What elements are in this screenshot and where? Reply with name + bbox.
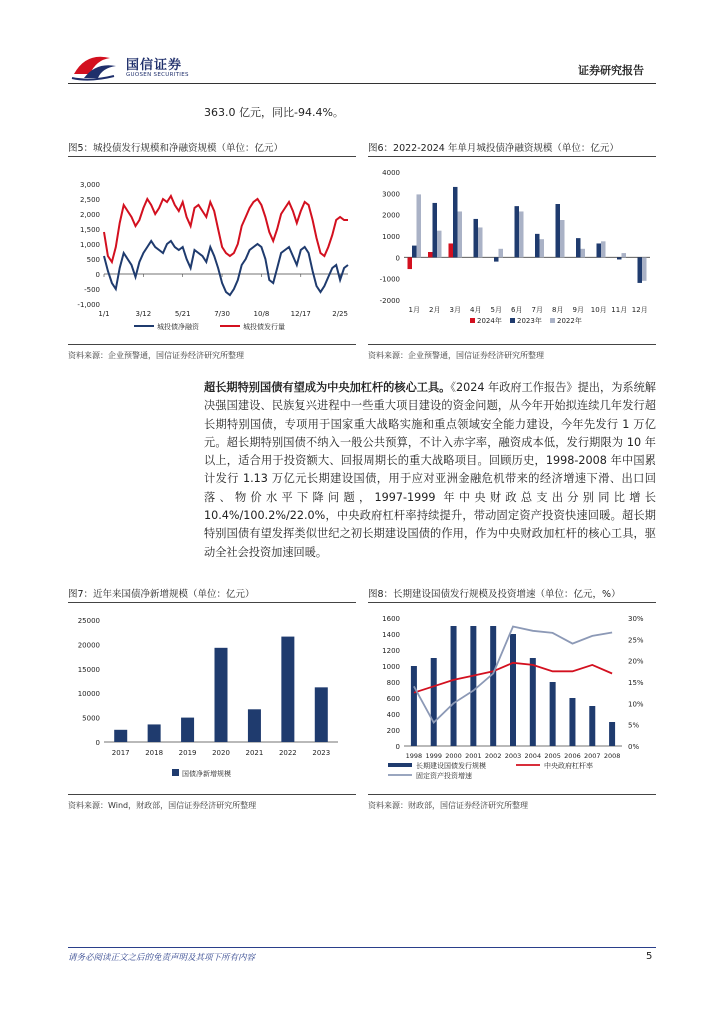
paragraph-body: 《2024 年政府工作报告》提出，为系统解决强国建设、民族复兴进程中一些重大项目建设的资金问题，从今年开始拟连续几年发行超长期特别国债，专项用于国家重大战略实施和重点领域安全能力建设，今年先发行 1 万亿元。超长期特别国债不纳入一般公共预算，不计入赤字率，融资成本低，发行期限为 10 年以上，适合用于投资额大、回报周期长的重大战略项目。回顾历史，1998-2008 年中国累计发行 1.13 万亿元长期建设国债，用于应对亚洲金融危机带来的经济增速下滑、出口回落、物价水平下降问题，1997-1999 年中央财政总支出分别同比增长 10.4%/100.2%/22.0%，中央政府杠杆率持续提升，带动固定资产投资快速回暖。超长期特别国债有望发挥类似世纪之初长期建设国债的作用，作为中央财政加杠杆的核心工具，驱动全社会投资加速回暖。 bbox=[204, 381, 656, 559]
y2-tick-label: 0% bbox=[628, 743, 640, 751]
figure5-chart bbox=[68, 176, 358, 336]
bar-2023年 bbox=[474, 219, 479, 257]
x-tick-label: 2000 bbox=[445, 752, 462, 760]
x-tick-label: 9月 bbox=[572, 306, 584, 314]
y-tick-label: 1600 bbox=[382, 615, 400, 623]
figure8-caption: 图8：长期建设国债发行规模及投资增速（单位：亿元，%） bbox=[368, 589, 621, 600]
y2-tick-label: 20% bbox=[628, 657, 644, 666]
figure5-caption: 图5：城投债发行规模和净融资规模（单位：亿元） bbox=[68, 143, 284, 154]
bar-2022年 bbox=[642, 257, 647, 280]
figure7-source: 资料来源：Wind，财政部，国信证券经济研究所整理 bbox=[68, 801, 257, 810]
legend-label: 中央政府杠杆率 bbox=[544, 762, 593, 770]
bar bbox=[451, 626, 457, 746]
bar-2022年 bbox=[519, 211, 524, 257]
x-tick-label: 2008 bbox=[603, 752, 621, 760]
bar-2023年 bbox=[515, 206, 520, 257]
y-tick-label: 0 bbox=[395, 743, 400, 751]
x-tick-label: 2021 bbox=[245, 749, 264, 757]
x-tick-label: 2017 bbox=[111, 749, 130, 757]
y-tick-label: 500 bbox=[86, 256, 100, 264]
bar bbox=[530, 658, 536, 746]
legend-label: 国债净新增规模 bbox=[182, 770, 231, 778]
bar bbox=[569, 698, 575, 746]
y-tick-label: 20000 bbox=[77, 641, 100, 650]
bar-2023年 bbox=[412, 246, 417, 258]
x-tick-label: 8月 bbox=[552, 306, 564, 314]
bar-2023年 bbox=[617, 257, 622, 259]
figure6-top-rule bbox=[368, 156, 656, 157]
x-tick-label: 2006 bbox=[564, 752, 581, 760]
header-rule bbox=[68, 83, 656, 84]
figure7-bottom-rule bbox=[68, 794, 356, 795]
x-tick-label: 4月 bbox=[470, 306, 482, 314]
y2-tick-label: 25% bbox=[628, 636, 644, 645]
y2-tick-label: 10% bbox=[628, 700, 644, 709]
bar bbox=[510, 634, 516, 746]
y-tick-label: -1000 bbox=[379, 275, 400, 284]
bar-2022年 bbox=[601, 241, 606, 257]
bar-2022年 bbox=[581, 249, 586, 258]
x-tick-label: 3月 bbox=[449, 306, 461, 314]
series-line-城投债净融资 bbox=[104, 241, 348, 295]
footer-rule bbox=[68, 947, 656, 948]
bar-2023年 bbox=[494, 257, 499, 261]
x-tick-label: 5/21 bbox=[174, 310, 191, 318]
bar bbox=[281, 637, 294, 742]
y-tick-label: 3000 bbox=[382, 190, 400, 199]
figure7-chart bbox=[68, 608, 358, 788]
bar-2024年 bbox=[449, 243, 454, 257]
y-tick-label: 1,500 bbox=[79, 226, 100, 234]
bar-2022年 bbox=[540, 239, 545, 257]
x-tick-label: 2023 bbox=[312, 749, 331, 757]
x-tick-label: 2018 bbox=[145, 749, 164, 757]
figure5-top-rule bbox=[68, 156, 356, 157]
y-tick-label: 400 bbox=[386, 711, 400, 719]
legend-label: 城投债净融资 bbox=[157, 323, 199, 331]
y-tick-label: 800 bbox=[386, 679, 400, 687]
figure6-bottom-rule bbox=[368, 344, 656, 345]
y-tick-label: 1,000 bbox=[79, 241, 100, 249]
bar bbox=[589, 706, 595, 746]
y-tick-label: 1400 bbox=[382, 631, 400, 639]
bar-2023年 bbox=[433, 203, 438, 257]
y-tick-label: 3,000 bbox=[79, 181, 100, 189]
bar-2022年 bbox=[560, 220, 565, 257]
y-tick-label: 200 bbox=[386, 727, 400, 735]
legend-label: 城投债发行量 bbox=[243, 323, 285, 331]
bar-2022年 bbox=[437, 231, 442, 258]
y-tick-label: 4000 bbox=[382, 169, 400, 177]
y-tick-label: -1,000 bbox=[77, 301, 100, 309]
y-tick-label: 2000 bbox=[382, 211, 400, 220]
logo bbox=[70, 48, 210, 84]
bar-2024年 bbox=[428, 252, 433, 257]
bar-2022年 bbox=[622, 253, 627, 257]
bar bbox=[490, 626, 496, 746]
bar bbox=[248, 709, 261, 742]
bar bbox=[148, 724, 161, 742]
legend-swatch bbox=[550, 318, 555, 323]
bar-2022年 bbox=[458, 211, 463, 257]
x-tick-label: 2020 bbox=[212, 749, 230, 757]
series-line-城投债发行量 bbox=[104, 196, 348, 262]
figure7-top-rule bbox=[68, 602, 356, 603]
x-tick-label: 2004 bbox=[524, 752, 542, 760]
bar-2022年 bbox=[478, 227, 483, 257]
bar bbox=[215, 648, 228, 742]
figure5-source: 资料来源：企业预警通，国信证券经济研究所整理 bbox=[68, 351, 244, 360]
legend-label: 长期建设国债发行规模 bbox=[416, 762, 486, 770]
y-tick-label: 10000 bbox=[77, 690, 100, 699]
bar bbox=[114, 730, 127, 742]
x-tick-label: 1月 bbox=[408, 306, 420, 314]
y2-tick-label: 15% bbox=[628, 679, 644, 687]
x-tick-label: 1999 bbox=[425, 752, 443, 760]
y-tick-label: 15000 bbox=[77, 665, 100, 674]
x-tick-label: 2/25 bbox=[332, 310, 348, 318]
x-tick-label: 2007 bbox=[583, 752, 601, 760]
x-tick-label: 2002 bbox=[484, 752, 502, 760]
bar-2023年 bbox=[597, 243, 602, 257]
x-tick-label: 12/17 bbox=[290, 310, 311, 318]
x-tick-label: 10月 bbox=[590, 306, 607, 314]
logo-subtitle: GUOSEN SECURITIES bbox=[126, 72, 189, 78]
x-tick-label: 1/1 bbox=[98, 310, 110, 318]
x-tick-label: 11月 bbox=[611, 306, 628, 314]
legend-swatch bbox=[172, 769, 179, 776]
y-tick-label: 0 bbox=[395, 254, 400, 263]
bar bbox=[181, 718, 194, 742]
x-tick-label: 2001 bbox=[465, 752, 482, 760]
legend-swatch bbox=[510, 318, 515, 323]
bar-2022年 bbox=[499, 249, 504, 258]
bar bbox=[550, 682, 556, 746]
x-tick-label: 3/12 bbox=[135, 310, 152, 318]
legend-swatch bbox=[388, 763, 412, 767]
figure8-top-rule bbox=[368, 602, 656, 603]
figure7-caption: 图7：近年来国债净新增规模（单位：亿元） bbox=[68, 589, 255, 600]
x-tick-label: 5月 bbox=[490, 306, 502, 314]
bar-2023年 bbox=[638, 257, 643, 283]
intro-text: 363.0 亿元，同比-94.4%。 bbox=[204, 106, 344, 119]
page-number: 5 bbox=[646, 951, 653, 962]
x-tick-label: 7月 bbox=[531, 306, 543, 314]
x-tick-label: 7/30 bbox=[214, 310, 230, 318]
x-tick-label: 6月 bbox=[511, 306, 523, 314]
guosen-logo-icon bbox=[70, 48, 120, 84]
paragraph-lead: 超长期特别国债有望成为中央加杠杆的核心工具。 bbox=[204, 381, 451, 394]
x-tick-label: 10/8 bbox=[253, 310, 270, 318]
y-tick-label: 0 bbox=[95, 739, 100, 747]
legend-label: 2024年 bbox=[477, 317, 502, 325]
bar bbox=[411, 666, 417, 746]
y-tick-label: 1000 bbox=[382, 663, 400, 671]
legend-swatch bbox=[470, 318, 475, 323]
legend-label: 2023年 bbox=[517, 317, 542, 325]
body-paragraph bbox=[204, 379, 656, 562]
figure6-source: 资料来源：企业预警通，国信证券经济研究所整理 bbox=[368, 351, 544, 360]
logo-name: 国信证券 bbox=[126, 58, 183, 73]
y-tick-label: -2000 bbox=[379, 297, 400, 305]
y-tick-label: 5000 bbox=[82, 714, 100, 723]
y-tick-label: 1000 bbox=[382, 233, 400, 241]
figure8-bottom-rule bbox=[368, 794, 656, 795]
y-tick-label: -500 bbox=[84, 286, 100, 294]
x-tick-label: 2003 bbox=[504, 752, 522, 760]
legend-label: 固定资产投资增速 bbox=[416, 772, 472, 780]
bar-2023年 bbox=[556, 204, 561, 257]
figure6-chart bbox=[366, 162, 658, 340]
disclaimer-note: 请务必阅读正文之后的免责声明及其项下所有内容 bbox=[68, 953, 256, 963]
legend-label: 2022年 bbox=[557, 317, 582, 325]
bar bbox=[470, 626, 476, 746]
y-tick-label: 2,500 bbox=[79, 196, 100, 204]
bar bbox=[431, 658, 437, 746]
bar-2023年 bbox=[453, 187, 458, 257]
report-label: 证券研究报告 bbox=[578, 64, 644, 77]
y-tick-label: 0 bbox=[95, 271, 100, 279]
y-tick-label: 600 bbox=[386, 695, 400, 703]
bar-2022年 bbox=[417, 194, 422, 257]
y2-tick-label: 5% bbox=[628, 721, 640, 730]
y-tick-label: 25000 bbox=[77, 617, 100, 625]
bar-2024年 bbox=[408, 257, 413, 269]
bar-2023年 bbox=[576, 238, 581, 257]
figure6-caption: 图6：2022-2024 年单月城投债净融资规模（单位：亿元） bbox=[368, 143, 619, 154]
x-tick-label: 12月 bbox=[631, 306, 648, 314]
x-tick-label: 2005 bbox=[544, 752, 561, 760]
y-tick-label: 1200 bbox=[382, 647, 400, 655]
x-tick-label: 2019 bbox=[178, 749, 197, 757]
x-tick-label: 2月 bbox=[429, 306, 441, 314]
bar-2023年 bbox=[535, 234, 540, 257]
figure5-bottom-rule bbox=[68, 344, 356, 345]
x-tick-label: 1998 bbox=[405, 752, 423, 760]
bar bbox=[609, 722, 615, 746]
figure8-chart bbox=[366, 608, 658, 792]
x-tick-label: 2022 bbox=[278, 749, 297, 757]
bar bbox=[315, 687, 328, 742]
figure8-source: 资料来源：财政部，国信证券经济研究所整理 bbox=[368, 801, 528, 810]
y2-tick-label: 30% bbox=[628, 615, 644, 623]
y-tick-label: 2,000 bbox=[79, 211, 100, 219]
